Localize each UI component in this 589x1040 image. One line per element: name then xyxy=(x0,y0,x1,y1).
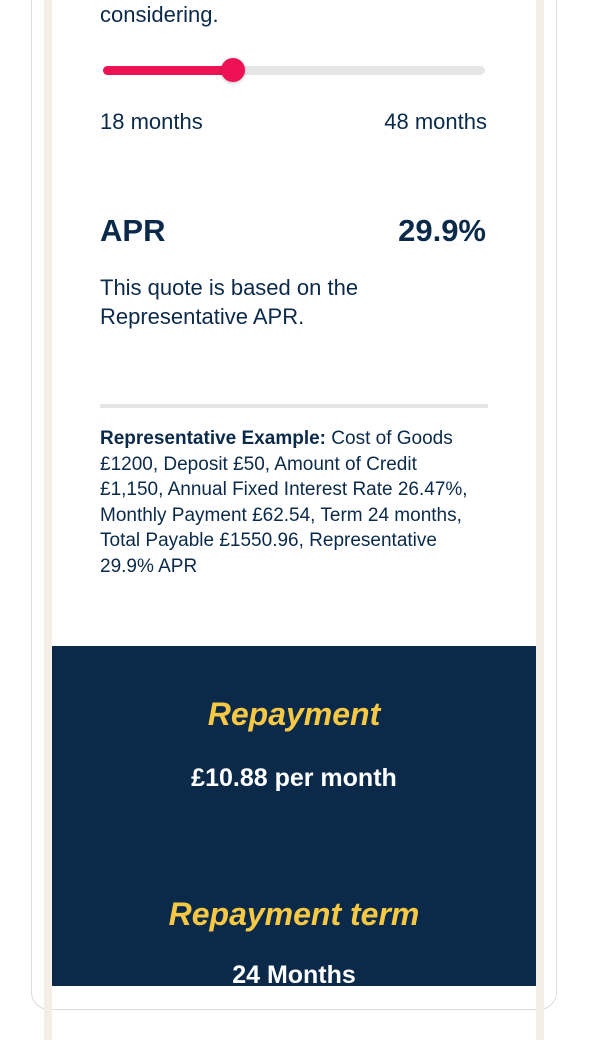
card-rail-left xyxy=(44,0,52,1040)
intro-text: considering. xyxy=(100,2,219,27)
slider-min-label: 18 months xyxy=(100,109,203,134)
card-rail-right xyxy=(536,0,544,1040)
slider-fill xyxy=(103,66,233,75)
apr-note: This quote is based on the Representative APR. xyxy=(100,275,359,329)
apr-value: 29.9% xyxy=(398,213,486,248)
representative-example xyxy=(100,426,480,579)
repayment-heading: Repayment xyxy=(207,696,381,732)
apr-label: APR xyxy=(100,213,166,248)
representative-example-body: Cost of Goods £1200, Deposit £50, Amount of Credit £1,150, Annual Fixed Interest Rate 26.47%, Monthly Payment £62.54, Term 24 months, Total Payable £1550.96, Representative 29.9% APR xyxy=(100,428,468,577)
representative-example-lead: Representative Example: xyxy=(100,428,326,449)
section-divider xyxy=(100,404,488,408)
repayment-term-heading: Repayment term xyxy=(168,896,420,932)
repayment-term-value: 24 Months xyxy=(232,961,356,989)
slider-thumb[interactable] xyxy=(221,58,245,82)
repayment-value: £10.88 per month xyxy=(191,764,397,792)
slider-max-label: 48 months xyxy=(384,109,487,134)
term-slider[interactable] xyxy=(103,55,485,85)
results-panel xyxy=(52,646,536,989)
